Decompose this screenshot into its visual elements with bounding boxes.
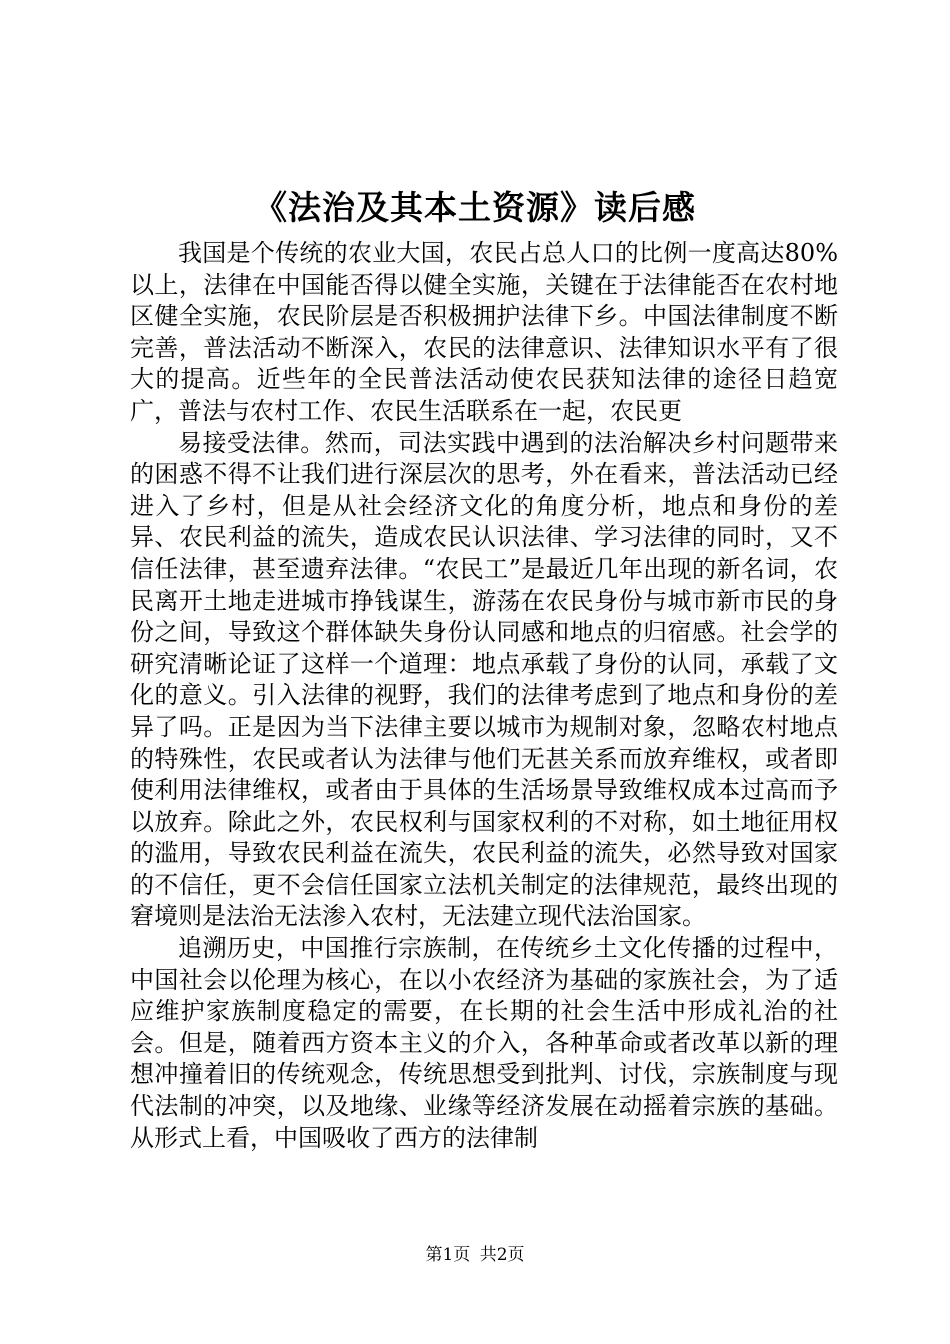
page-footer: [0, 1243, 950, 1267]
paragraph-3: 追溯历史，中国推行宗族制，在传统乡土文化传播的过程中，中国社会以伦理为核心，在以小农经济为基础的家族社会，为了适应维护家族制度稳定的需要，在长期的社会生活中形成礼治的社会。但是，随着西方资本主义的介入，各种革命或者改革以新的理想冲撞着旧的传统观念，传统思想受到批判、讨伐，宗族制度与现代法制的冲突，以及地缘、业缘等经济发展在动摇着宗族的基础。从形式上看，中国吸收了西方的法律制: [130, 934, 838, 1152]
paragraph-2: 易接受法律。然而，司法实践中遇到的法治解决乡村问题带来的困惑不得不让我们进行深层次的思考，外在看来，普法活动已经进入了乡村，但是从社会经济文化的角度分析，地点和身份的差异、农民利益的流失，造成农民认识法律、学习法律的同时，又不信任法律，甚至遗弃法律。“农民工”是最近几年出现的新名词，农民离开土地走进城市挣钱谋生，游荡在农民身份与城市新市民的身份之间，导致这个群体缺失身份认同感和地点的归宿感。社会学的研究清晰论证了这样一个道理：地点承载了身份的认同，承载了文化的意义。引入法律的视野，我们的法律考虑到了地点和身份的差异了吗。正是因为当下法律主要以城市为规制对象，忽略农村地点的特殊性，农民或者认为法律与他们无甚关系而放弃维权，或者即使利用法律维权，或者由于具体的生活场景导致维权成本过高而予以放弃。除此之外，农民权利与国家权利的不对称，如土地征用权的滥用，导致农民利益在流失，农民利益的流失，必然导致对国家的不信任，更不会信任国家立法机关制定的法律规范，最终出现的窘境则是法治无法渗入农村，无法建立现代法治国家。: [130, 428, 838, 931]
document-body: [130, 238, 838, 1154]
page-total: 共2页: [479, 1245, 525, 1265]
paragraph-1: 我国是个传统的农业大国，农民占总人口的比例一度高达80%以上，法律在中国能否得以健全实施，关键在于法律能否在农村地区健全实施，农民阶层是否积极拥护法律下乡。中国法律制度不断完善，普法活动不断深入，农民的法律意识、法律知识水平有了很大的提高。近些年的全民普法活动使农民获知法律的途径日趋宽广，普法与农村工作、农民生活联系在一起，农民更: [130, 239, 838, 425]
document-title: 《法治及其本土资源》读后感: [254, 188, 696, 227]
page-number: 第1页: [425, 1245, 471, 1265]
